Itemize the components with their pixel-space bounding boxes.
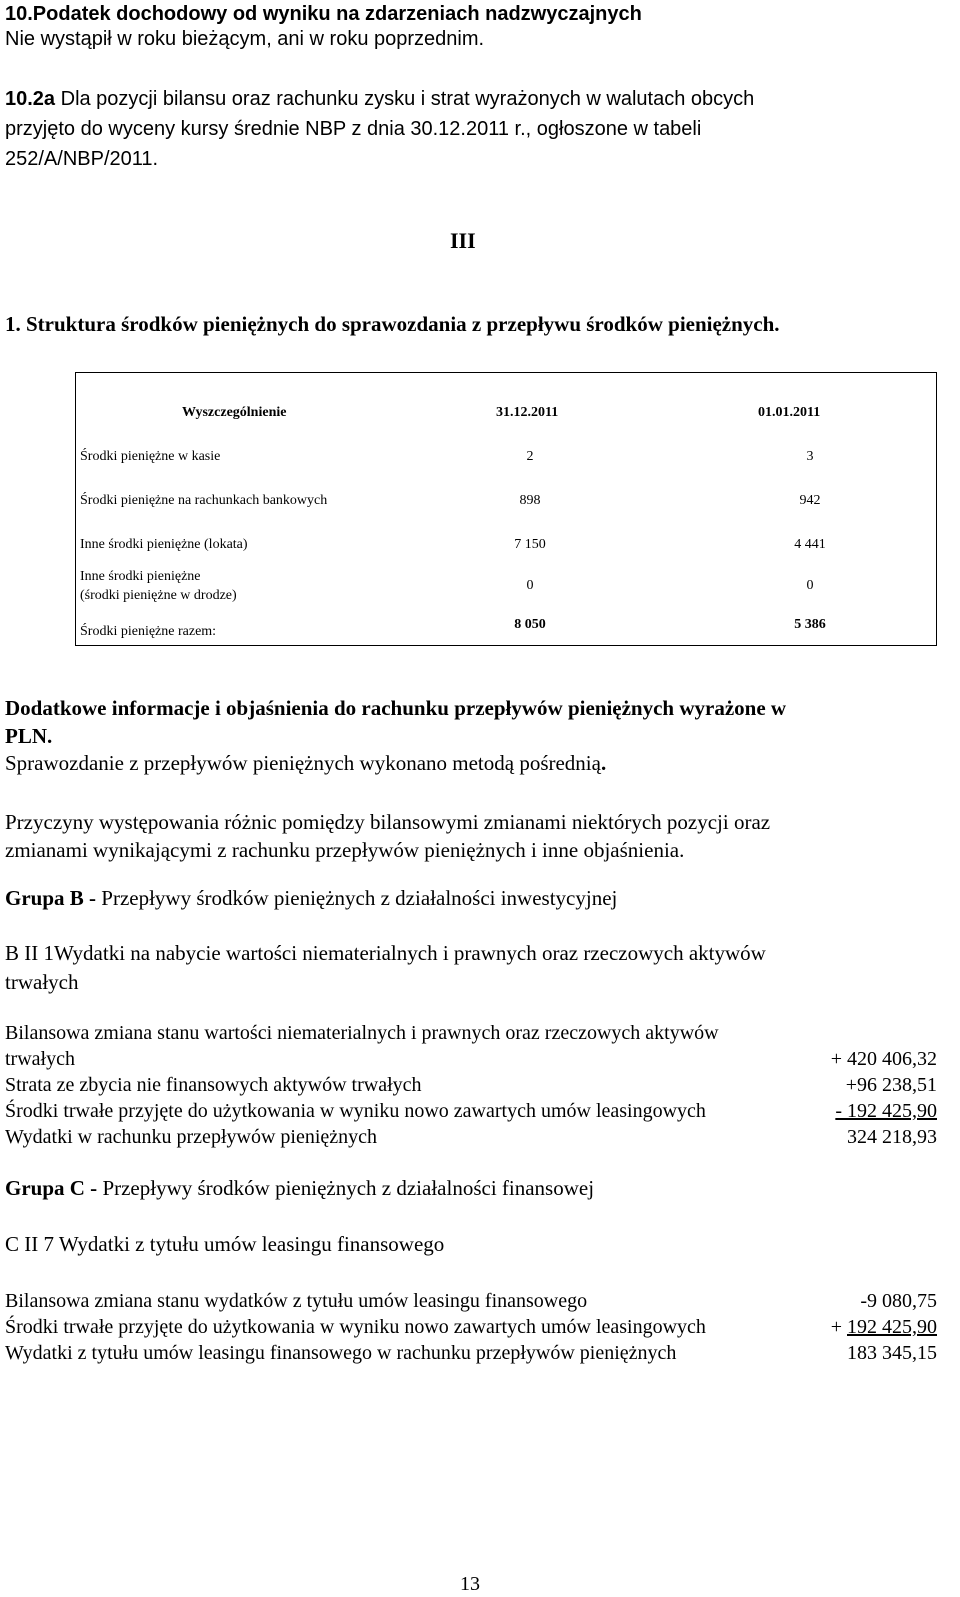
group-b-row [5, 1046, 937, 1072]
additional-info-heading [5, 694, 786, 750]
method-text-body: Sprawozdanie z przepływów pieniężnych wykonano metodą pośrednią [5, 751, 601, 775]
group-c-row [5, 1288, 937, 1314]
group-b-title: Przepływy środków pieniężnych z działalności inwestycyjnej [101, 886, 618, 910]
group-c-row-text: Wydatki z tytułu umów leasingu finansowego w rachunku przepływów pieniężnych [5, 1342, 677, 1364]
section-10-2a-line3: 252/A/NBP/2011. [5, 148, 159, 170]
group-c-row-text: Bilansowa zmiana stanu wydatków z tytułu umów leasingu finansowego [5, 1290, 588, 1312]
cash-row-value-2011-01-01: 4 441 [794, 537, 826, 552]
reasons-text [5, 808, 770, 864]
section-roman-heading: III [450, 228, 476, 253]
cash-row-value-2011-01-01: 942 [799, 493, 821, 508]
group-b-heading [5, 886, 617, 911]
group-c-row-text: Środki trwałe przyjęte do użytkowania w wyniku nowo zawartych umów leasingowych [5, 1316, 706, 1338]
group-c-row-value-sign: + [830, 1316, 847, 1338]
cash-row-label-line2: (środki pieniężne w drodze) [80, 588, 237, 603]
section-10-2a [5, 84, 754, 174]
group-b-subheading-line1: B II 1Wydatki na nabycie wartości niematerialnych i prawnych oraz rzeczowych aktywów [5, 941, 766, 965]
group-b-row-text: Strata ze zbycia nie finansowych aktywów trwałych [5, 1074, 422, 1096]
section-10-heading: 10.Podatek dochodowy od wyniku na zdarzeniach nadzwyczajnych [5, 3, 642, 25]
page-number: 13 [460, 1573, 480, 1595]
group-c-row [5, 1314, 937, 1340]
reasons-text-line2: zmianami wynikającymi z rachunku przepływów pieniężnych i inne objaśnienia. [5, 838, 685, 862]
cash-row-value-2011-12-31: 898 [519, 493, 541, 508]
group-c-row [5, 1340, 937, 1366]
cash-row-label: Środki pieniężne w kasie [80, 449, 221, 464]
group-c-row-value-number: 192 425,90 [847, 1316, 937, 1338]
reasons-text-line1: Przyczyny występowania różnic pomiędzy bilansowymi zmianami niektórych pozycji oraz [5, 810, 771, 834]
cash-row-value-2011-12-31: 0 [526, 578, 534, 593]
group-b-label: Grupa B - [5, 886, 102, 910]
cash-row-label [80, 567, 237, 605]
group-c-subheading: C II 7 Wydatki z tytułu umów leasingu finansowego [5, 1232, 445, 1256]
group-b-row [5, 1098, 937, 1124]
section-10-2a-line1: Dla pozycji bilansu oraz rachunku zysku i strat wyrażonych w walutach obcych [55, 88, 755, 110]
group-b-row [5, 1124, 937, 1150]
section-10-2a-number: 10.2a [5, 88, 56, 110]
group-c-row-value [831, 1314, 937, 1340]
cash-row-label-line1: Inne środki pieniężne [80, 569, 201, 584]
additional-info-heading-line2: PLN. [5, 724, 53, 748]
cash-row-label: Inne środki pieniężne (lokata) [80, 537, 248, 552]
group-b-subheading [5, 939, 766, 997]
section-10-text: Nie wystąpił w roku bieżącym, ani w roku poprzednim. [5, 28, 485, 50]
group-b-row-text: Środki trwałe przyjęte do użytkowania w wyniku nowo zawartych umów leasingowych [5, 1100, 706, 1122]
cash-row-value-2011-12-31: 7 150 [514, 537, 546, 552]
group-c-title: Przepływy środków pieniężnych z działalności finansowej [102, 1176, 595, 1200]
cash-row-value-2011-01-01: 0 [806, 578, 814, 593]
group-b-row-text: Wydatki w rachunku przepływów pieniężnych [5, 1126, 378, 1148]
group-b-row [5, 1072, 937, 1098]
group-b-row-value: + 420 406,32 [830, 1048, 937, 1070]
group-b-row-value: +96 238,51 [845, 1074, 937, 1096]
group-b-row-text: Bilansowa zmiana stanu wartości niematerialnych i prawnych oraz rzeczowych aktywów [5, 1022, 719, 1044]
section-10-2a-line2: przyjęto do wyceny kursy średnie NBP z dnia 30.12.2011 r., ogłoszone w tabeli [5, 118, 702, 140]
group-b-row [5, 1020, 719, 1046]
cash-total-value-2011-01-01: 5 386 [794, 617, 826, 632]
group-c-label: Grupa C - [5, 1176, 103, 1200]
group-c-row-value: 183 345,15 [847, 1342, 937, 1364]
method-text-dot: . [600, 751, 607, 775]
cash-table-header-label: Wyszczególnienie [182, 405, 287, 420]
cash-table-header-col2: 01.01.2011 [758, 405, 821, 420]
cash-table-header-col1: 31.12.2011 [496, 405, 559, 420]
method-text [5, 751, 606, 776]
cash-row-label: Środki pieniężne na rachunkach bankowych [80, 493, 328, 508]
cash-total-label: Środki pieniężne razem: [80, 624, 217, 639]
group-c-row-value: -9 080,75 [860, 1290, 937, 1312]
group-b-row-value: 324 218,93 [847, 1126, 937, 1148]
cash-structure-title: 1. Struktura środków pieniężnych do sprawozdania z przepływu środków pieniężnych. [5, 312, 780, 336]
cash-row-value-2011-01-01: 3 [806, 449, 814, 464]
group-b-row-text: trwałych [5, 1048, 75, 1070]
group-b-row-value: - 192 425,90 [835, 1100, 937, 1122]
group-c-heading [5, 1176, 594, 1201]
cash-total-value-2011-12-31: 8 050 [514, 617, 546, 632]
additional-info-heading-line1: Dodatkowe informacje i objaśnienia do rachunku przepływów pieniężnych wyrażone w [5, 696, 787, 720]
cash-row-value-2011-12-31: 2 [526, 449, 534, 464]
group-b-subheading-line2: trwałych [5, 970, 79, 994]
